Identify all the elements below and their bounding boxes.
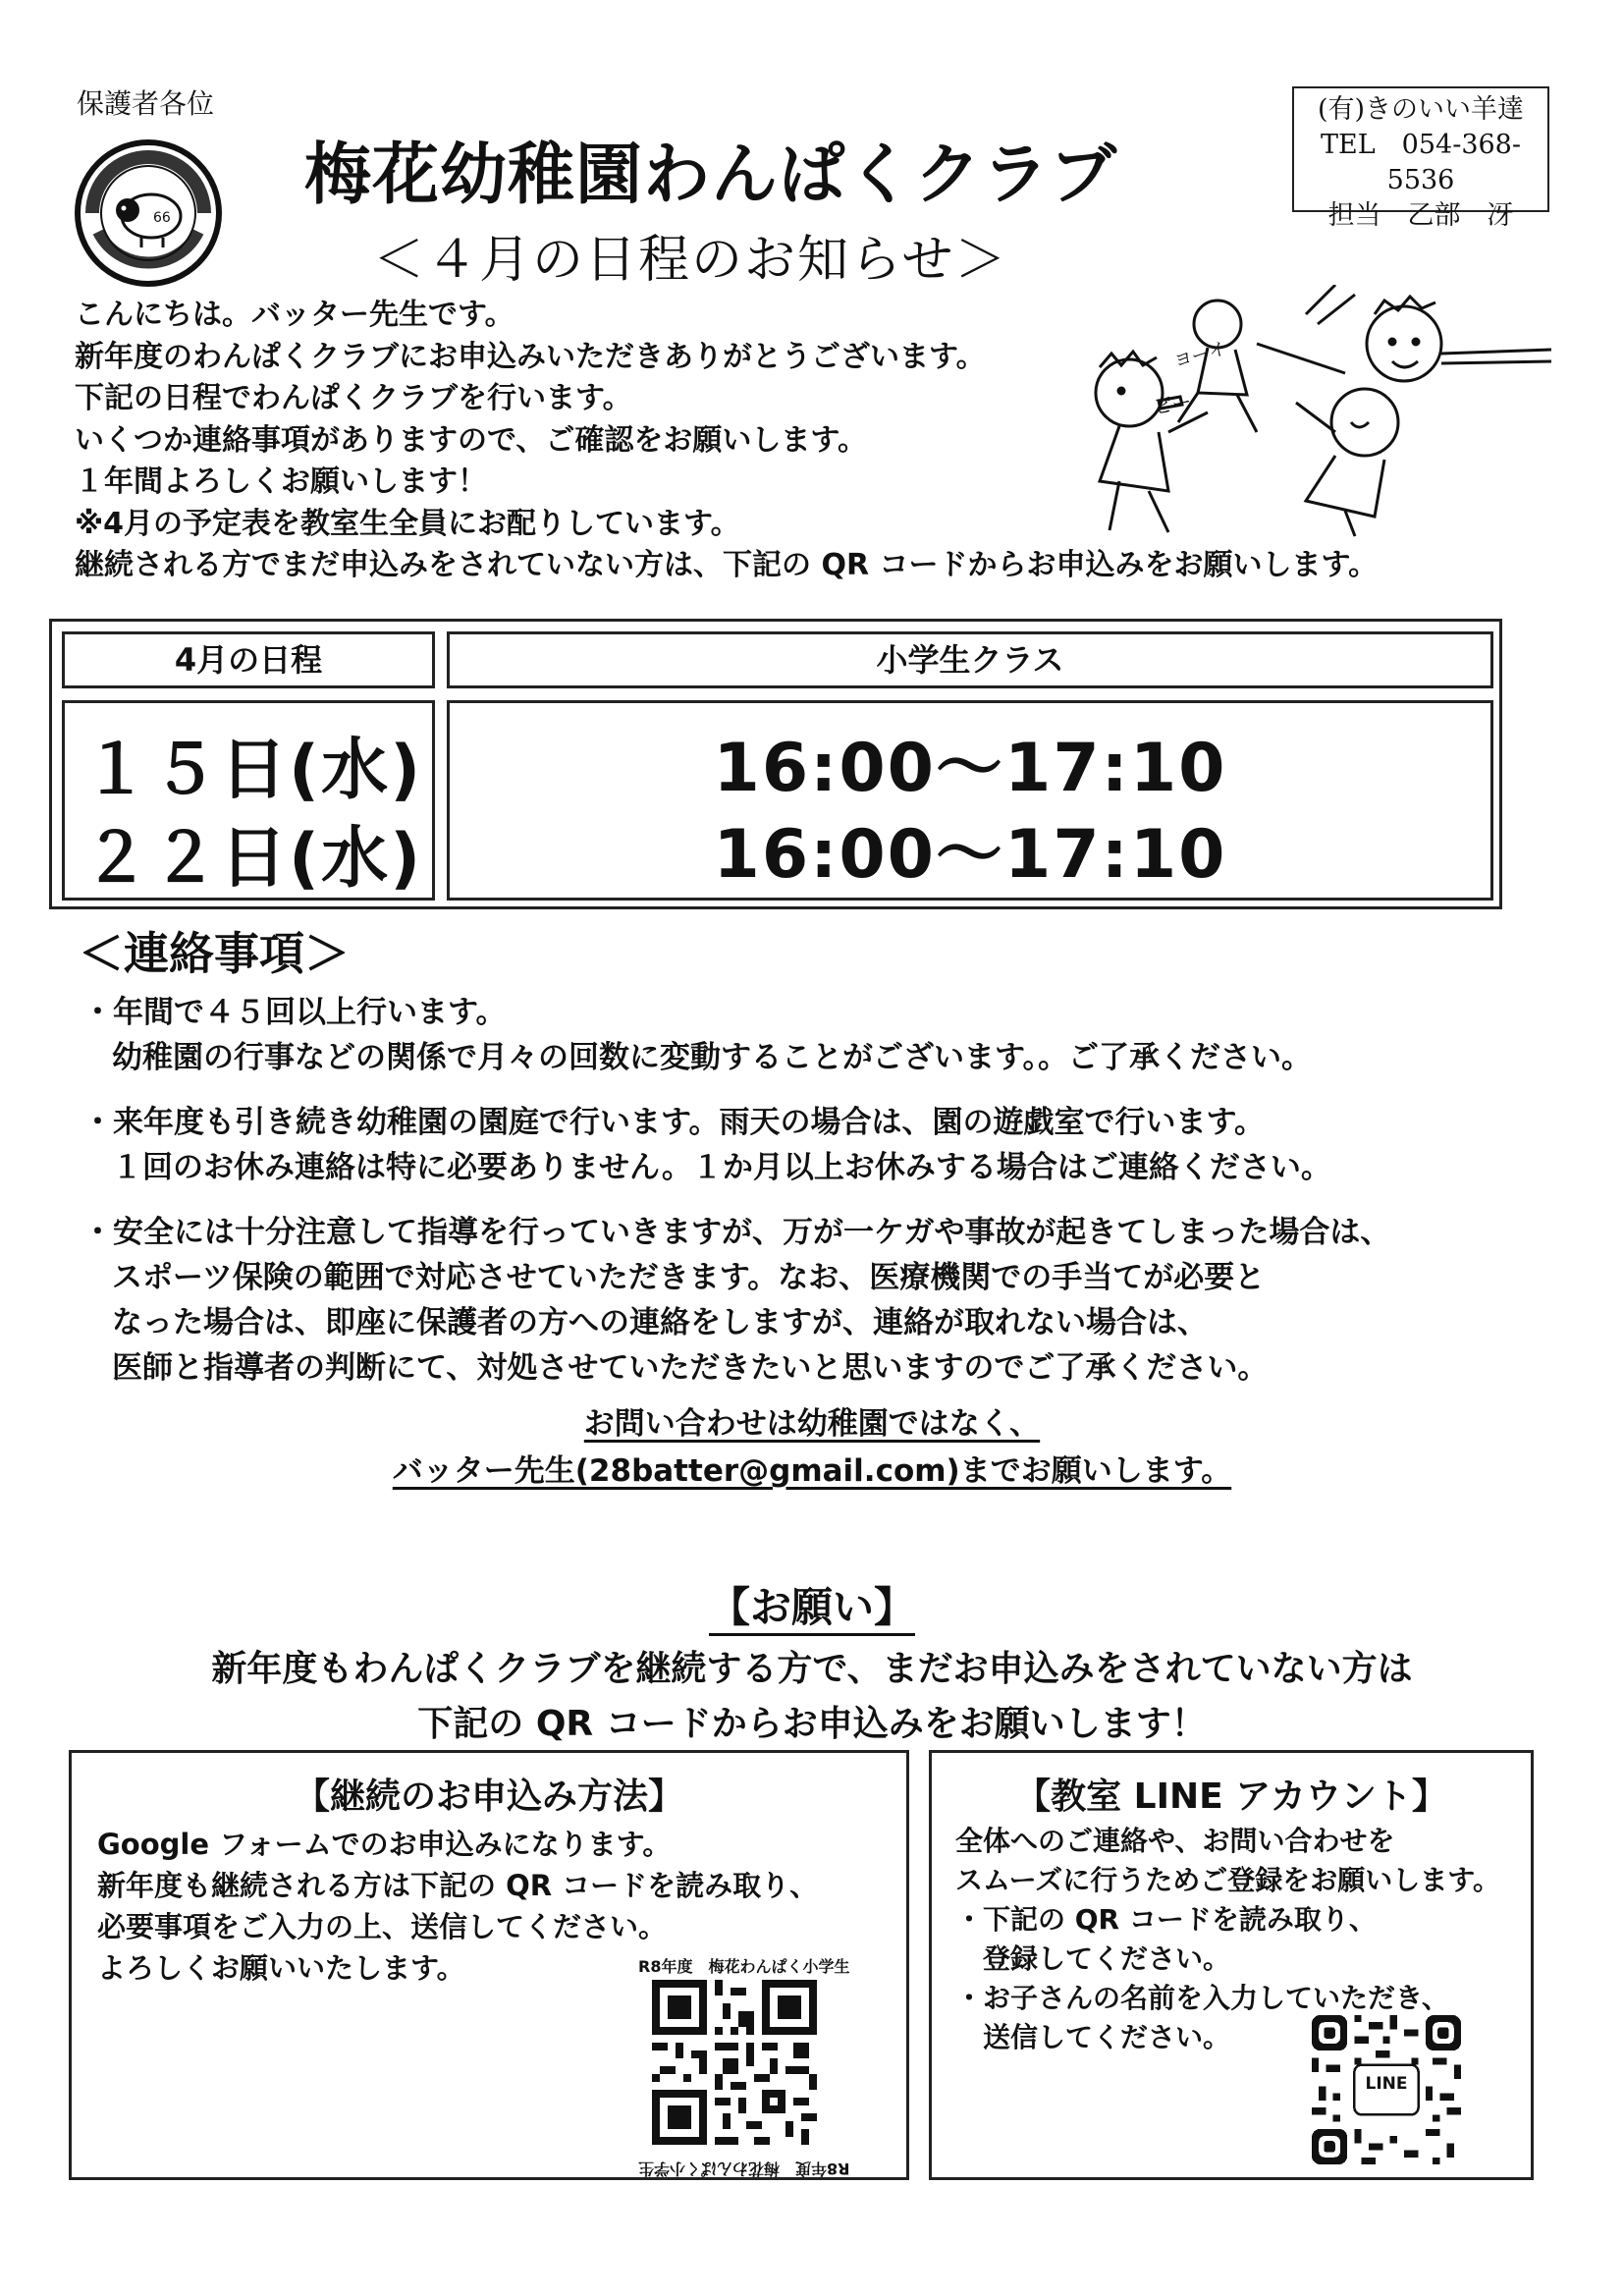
notice-line: 医師と指導者の判断にて、対処させていただきたいと思いますのでご了承ください。 <box>112 1350 1269 1386</box>
qr-caption: R8年度 梅花わんぱく小学生 <box>638 2159 850 2178</box>
renewal-line: 新年度も継続される方は下記の QR コードを読み取り、 <box>97 1869 819 1902</box>
notice-line: スポーツ保険の範囲で対応させていただきます。なお、医療機関での手当てが必要と <box>112 1260 1266 1295</box>
schedule-time: 16:00～17:10 <box>713 730 1227 807</box>
sheep-logo-icon <box>73 137 224 289</box>
notice-item <box>82 1210 1390 1391</box>
line-account-line: ・お子さんの名前を入力していただき、 <box>955 1982 1449 2014</box>
shout-text: ヨーイ <box>1171 338 1229 372</box>
notice-line: ・安全には十分注意して指導を行っていきますが、万が一ケガや事故が起きてしまった場合は、 <box>82 1215 1391 1250</box>
notice-line: 幼稚園の行事などの関係で月々の回数に変動することがございます。。ご了承ください。 <box>112 1040 1313 1075</box>
schedule-times-cell <box>447 700 1493 901</box>
schedule-time: 16:00～17:10 <box>713 816 1227 894</box>
greeting-line: こんにちは。バッター先生です。 <box>75 298 514 332</box>
line-label: LINE <box>1365 2074 1408 2094</box>
qr-caption: R8年度 梅花わんぱく小学生 <box>638 1957 850 1976</box>
notice-item <box>82 990 1312 1080</box>
page-title: 梅花幼稚園わんぱくクラブ <box>304 137 1118 214</box>
schedule-dates-cell <box>62 700 435 901</box>
greeting-line: ※4月の予定表を教室生全員にお配りしています。 <box>75 506 740 541</box>
notice-line: ・年間で４５回以上行います。 <box>82 995 507 1030</box>
recipient-label: 保護者各位 <box>77 87 215 120</box>
line-account-line: 全体へのご連絡や、お問い合わせを <box>955 1825 1395 1857</box>
company-contact: 担当 乙部 冴 <box>1327 200 1514 231</box>
greeting-line: いくつか連絡事項がありますので、ご確認をお願いします。 <box>75 422 867 458</box>
request-line: 新年度もわんぱくクラブを継続する方で、まだお申込みをされていない方は <box>211 1649 1413 1689</box>
greeting-line: 継続される方でまだ申込みをされていない方は、下記の QR コードからお申込みをお願いします。 <box>75 548 1379 582</box>
request-line: 下記の QR コードからお申込みをお願いします！ <box>417 1704 1207 1744</box>
notice-line: ・来年度も引き続き幼稚園の園庭で行います。雨天の場合は、園の遊戯室で行います。 <box>82 1105 1266 1140</box>
line-qr-code[interactable] <box>1312 2015 1489 2164</box>
notices-heading: ＜連絡事項＞ <box>79 927 350 980</box>
renewal-qr-code[interactable] <box>601 1954 850 2180</box>
company-name: (有)きのいい羊達 <box>1317 94 1525 125</box>
contact-email-line: バッター先生(28batter@gmail.com)までお願いします。 <box>392 1453 1232 1489</box>
notice-item <box>82 1100 1331 1190</box>
company-tel: TEL 054-368-5536 <box>1321 130 1521 195</box>
qr-code-icon <box>652 1980 817 2145</box>
schedule-table <box>49 619 1502 909</box>
request-text <box>0 1642 1624 1752</box>
page-subtitle: ＜４月の日程のお知らせ＞ <box>373 231 1008 290</box>
company-logo <box>73 137 224 289</box>
renewal-line: 必要事項をご入力の上、送信してください。 <box>97 1910 668 1943</box>
greeting-line: １年間よろしくお願いします！ <box>75 465 487 499</box>
svg-text:66: 66 <box>153 210 171 226</box>
greeting-line: 新年度のわんぱくクラブにお申込みいただきありがとうございます。 <box>75 339 986 374</box>
line-account-line: 送信してください。 <box>955 2021 1231 2053</box>
line-account-title: 【教室 LINE アカウント】 <box>1015 1777 1447 1817</box>
renewal-title: 【継続のお申込み方法】 <box>294 1777 683 1817</box>
schedule-header-date: 4月の日程 <box>62 631 435 688</box>
request-title: 【お願い】 <box>709 1583 915 1636</box>
greeting-line: 下記の日程でわんぱくクラブを行います。 <box>75 381 632 415</box>
notice-line: １回のお休み連絡は特に必要ありません。１か月以上お休みする場合はご連絡ください。 <box>112 1150 1331 1185</box>
schedule-date: ２２日(水) <box>82 820 423 898</box>
schedule-date: １５日(水) <box>82 732 423 809</box>
schedule-header-class: 小学生クラス <box>447 631 1493 688</box>
request-heading <box>0 1575 1624 1634</box>
renewal-line: Google フォームでのお申込みになります。 <box>97 1828 672 1861</box>
contact-notice <box>0 1400 1624 1495</box>
renewal-line: よろしくお願いいたします。 <box>97 1951 465 1985</box>
line-account-line: ・下記の QR コードを読み取り、 <box>955 1903 1377 1936</box>
running-children-illustration <box>1060 285 1571 540</box>
notice-line: なった場合は、即座に保護者の方への連絡をしますが、連絡が取れない場合は、 <box>112 1305 1208 1340</box>
company-info-box <box>1292 86 1549 231</box>
contact-line: お問い合わせは幼稚園ではなく、 <box>583 1406 1041 1442</box>
line-account-line: 登録してください。 <box>955 1942 1231 1975</box>
whistle-text: ピー <box>1151 389 1194 419</box>
line-account-line: スムーズに行うためご登録をお願いします。 <box>955 1864 1500 1896</box>
